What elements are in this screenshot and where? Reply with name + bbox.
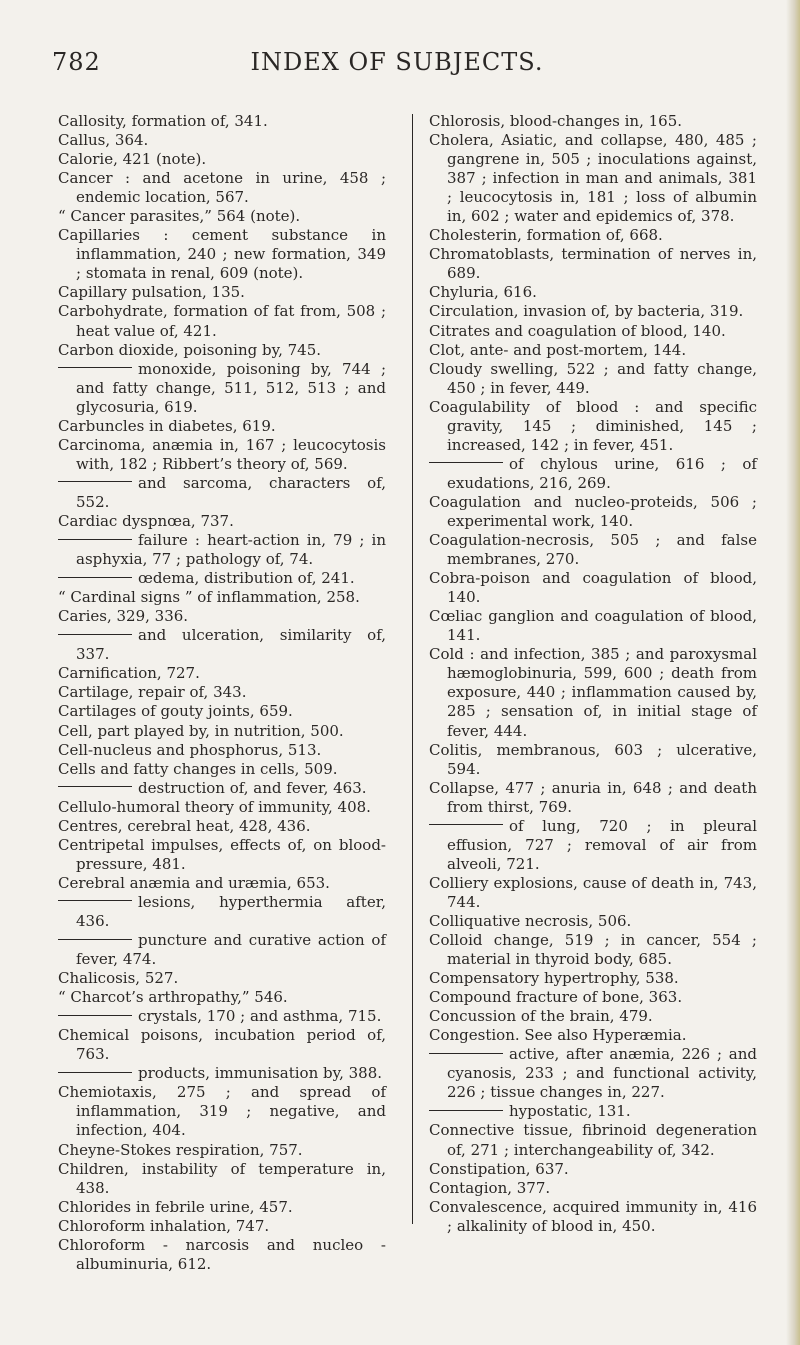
- index-entry: [429, 741, 757, 779]
- index-entry: [58, 798, 386, 817]
- index-entry-text: Chlorosis, blood-changes in, 165.: [429, 112, 683, 130]
- index-entry-text: Citrates and coagulation of blood, 140.: [429, 321, 726, 340]
- index-entry: [429, 302, 757, 321]
- repeat-dash: [58, 634, 132, 635]
- index-entry: [58, 1217, 386, 1236]
- index-entry: [58, 417, 386, 436]
- index-entry: [429, 131, 757, 226]
- index-entry: [58, 207, 386, 226]
- index-entry-text: Coagulability of blood : and specific gravity, 145 ; diminished, 145 ; increased, 142 ; in fever, 451.: [429, 397, 757, 454]
- index-entry: [58, 283, 386, 302]
- index-entry: [58, 1160, 386, 1198]
- index-entry-text: Colitis, membranous, 603 ; ulcerative, 594.: [429, 740, 757, 778]
- index-entry: [58, 226, 386, 283]
- index-entry-text: Children, instability of temperature in, 438.: [58, 1159, 386, 1197]
- index-entry: [429, 112, 757, 131]
- index-entry: [429, 245, 757, 283]
- index-entry-text: hypostatic, 131.: [509, 1102, 631, 1121]
- index-entry: [58, 1236, 386, 1274]
- index-entry: [58, 169, 386, 207]
- index-column-left: [58, 112, 386, 1274]
- index-entry-text: Cardiac dyspnœa, 737.: [58, 511, 234, 530]
- index-entry: [58, 150, 386, 169]
- index-entry-text: Coagulation-necrosis, 505 ; and false membranes, 270.: [429, 531, 757, 569]
- index-entry-text: Chloroform inhalation, 747.: [58, 1216, 270, 1235]
- index-entry: [429, 1102, 757, 1121]
- index-entry: [429, 969, 757, 988]
- repeat-dash: [58, 900, 132, 901]
- index-entry-text: Chromatoblasts, termination of nerves in, 689.: [429, 245, 757, 283]
- index-entry-text: Collapse, 477 ; anuria in, 648 ; and death from thirst, 769.: [429, 778, 757, 816]
- index-entry: [58, 1141, 386, 1160]
- index-entry: [429, 988, 757, 1007]
- index-entry-text: Cartilage, repair of, 343.: [58, 683, 247, 702]
- index-entry-text: destruction of, and fever, 463.: [138, 778, 367, 797]
- index-entry-text: Cloudy swelling, 522 ; and fatty change, 450 ; in fever, 449.: [429, 359, 757, 397]
- index-entry: [429, 645, 757, 740]
- index-entry-text: Centripetal impulses, effects of, on blood-pressure, 481.: [58, 835, 386, 873]
- index-entry-text: Chyluria, 616.: [429, 283, 537, 302]
- index-entry: [58, 436, 386, 474]
- index-entry: [58, 531, 386, 569]
- repeat-dash: [429, 1110, 503, 1111]
- index-entry-text: Callosity, formation of, 341.: [58, 112, 268, 130]
- index-entry-text: puncture and curative action of fever, 474.: [76, 931, 386, 969]
- index-entry-text: Carbuncles in diabetes, 619.: [58, 416, 276, 435]
- index-entry-text: Chalicosis, 527.: [58, 969, 179, 988]
- page-number: 782: [52, 48, 101, 76]
- index-entry: [58, 683, 386, 702]
- index-entry: [429, 360, 757, 398]
- index-entry-text: Compound fracture of bone, 363.: [429, 988, 683, 1007]
- index-entry: [429, 1198, 757, 1236]
- index-entry-text: “ Charcot’s arthropathy,” 546.: [58, 988, 288, 1007]
- index-entry: [58, 722, 386, 741]
- index-entry-text: “ Cardinal signs ” of inflammation, 258.: [58, 588, 360, 607]
- repeat-dash: [429, 462, 503, 463]
- index-entry-text: Carbohydrate, formation of fat from, 508 ; heat value of, 421.: [58, 302, 386, 340]
- index-entry-text: Callus, 364.: [58, 131, 149, 150]
- index-entry: [58, 112, 386, 131]
- repeat-dash: [58, 539, 132, 540]
- index-entry: [58, 1064, 386, 1083]
- index-entry: [58, 341, 386, 360]
- index-entry: [429, 1121, 757, 1159]
- index-entry: [58, 1198, 386, 1217]
- repeat-dash: [58, 577, 132, 578]
- repeat-dash: [58, 1015, 132, 1016]
- index-entry-text: Chlorides in febrile urine, 457.: [58, 1197, 293, 1216]
- index-column-right: [429, 112, 757, 1236]
- index-entry: [429, 1045, 757, 1102]
- index-entry: [429, 398, 757, 455]
- index-entry-text: Cœliac ganglion and coagulation of blood, 141.: [429, 607, 757, 645]
- index-entry-text: Congestion. See also Hyperæmia.: [429, 1026, 687, 1045]
- index-entry: [58, 131, 386, 150]
- index-entry: [429, 226, 757, 245]
- repeat-dash: [58, 939, 132, 940]
- index-entry: [58, 588, 386, 607]
- index-entry: [58, 931, 386, 969]
- index-entry: [429, 817, 757, 874]
- index-entry-text: Cells and fatty changes in cells, 509.: [58, 759, 338, 778]
- index-entry-text: Carnification, 727.: [58, 664, 200, 683]
- repeat-dash: [58, 1072, 132, 1073]
- index-entry-text: Contagion, 377.: [429, 1178, 551, 1197]
- index-entry: [429, 607, 757, 645]
- index-entry-text: Convalescence, acquired immunity in, 416 ; alkalinity of blood in, 450.: [429, 1197, 757, 1235]
- index-entry-text: Clot, ante- and post-mortem, 144.: [429, 340, 687, 359]
- index-entry: [58, 836, 386, 874]
- index-entry-text: Cholesterin, formation of, 668.: [429, 226, 663, 245]
- index-entry: [429, 493, 757, 531]
- index-entry-text: œdema, distribution of, 241.: [138, 569, 355, 588]
- index-entry: [58, 741, 386, 760]
- index-entry-text: active, after anæmia, 226 ; and cyanosis, 233 ; and functional activity, 226 ; tissue changes in, 227.: [447, 1045, 757, 1102]
- index-entry-text: Cerebral anæmia and uræmia, 653.: [58, 873, 330, 892]
- index-entry: [58, 817, 386, 836]
- index-entry: [429, 779, 757, 817]
- page-header: [52, 48, 742, 78]
- repeat-dash: [429, 824, 503, 825]
- index-entry-text: Cellulo-humoral theory of immunity, 408.: [58, 797, 371, 816]
- index-entry: [58, 702, 386, 721]
- index-entry: [58, 874, 386, 893]
- index-entry-text: Chemiotaxis, 275 ; and spread of inflammation, 319 ; negative, and infection, 404.: [58, 1083, 386, 1140]
- index-entry: [429, 1179, 757, 1198]
- index-entry: [58, 1026, 386, 1064]
- index-entry-text: Colloid change, 519 ; in cancer, 554 ; material in thyroid body, 685.: [429, 931, 757, 969]
- page-title: INDEX OF SUBJECTS.: [250, 48, 544, 76]
- index-entry: [58, 969, 386, 988]
- index-entry-text: Carcinoma, anæmia in, 167 ; leucocytosis with, 182 ; Ribbert’s theory of, 569.: [58, 435, 386, 473]
- index-entry: [58, 607, 386, 626]
- index-entry: [58, 760, 386, 779]
- index-entry: [58, 664, 386, 683]
- index-entry: [58, 360, 386, 417]
- index-entry-text: Compensatory hypertrophy, 538.: [429, 969, 679, 988]
- index-entry-text: Cancer : and acetone in urine, 458 ; endemic location, 567.: [58, 169, 386, 207]
- index-entry-text: Cell, part played by, in nutrition, 500.: [58, 721, 344, 740]
- index-entry-text: of chylous urine, 616 ; of exudations, 216, 269.: [447, 454, 757, 492]
- index-entry-text: Coagulation and nucleo-proteids, 506 ; experimental work, 140.: [429, 492, 757, 530]
- index-entry-text: Capillary pulsation, 135.: [58, 283, 245, 302]
- index-entry: [429, 1007, 757, 1026]
- index-entry-text: Cell-nucleus and phosphorus, 513.: [58, 740, 322, 759]
- column-divider: [412, 114, 413, 1224]
- index-entry: [429, 874, 757, 912]
- index-entry-text: Circulation, invasion of, by bacteria, 319.: [429, 302, 744, 321]
- index-entry: [429, 912, 757, 931]
- index-entry: [429, 931, 757, 969]
- index-entry-text: Chloroform - narcosis and nucleo - albuminuria, 612.: [58, 1235, 386, 1273]
- index-entry-text: Caries, 329, 336.: [58, 607, 189, 626]
- repeat-dash: [58, 786, 132, 787]
- index-entry-text: Cobra-poison and coagulation of blood, 140.: [429, 569, 757, 607]
- index-entry: [429, 455, 757, 493]
- index-entry: [429, 531, 757, 569]
- index-entry: [58, 1083, 386, 1140]
- index-entry: [58, 569, 386, 588]
- index-entry: [429, 283, 757, 302]
- index-entry-text: Carbon dioxide, poisoning by, 745.: [58, 340, 322, 359]
- index-entry: [429, 1026, 757, 1045]
- index-entry: [429, 341, 757, 360]
- index-entry-text: Cartilages of gouty joints, 659.: [58, 702, 293, 721]
- index-entry-text: Capillaries : cement substance in inflammation, 240 ; new formation, 349 ; stomata in renal, 609 (note).: [58, 226, 386, 283]
- index-entry: [429, 569, 757, 607]
- index-entry-text: Concussion of the brain, 479.: [429, 1007, 653, 1026]
- index-entry-text: Calorie, 421 (note).: [58, 150, 207, 169]
- index-entry: [429, 322, 757, 341]
- repeat-dash: [429, 1053, 503, 1054]
- index-entry-text: Colliquative necrosis, 506.: [429, 911, 632, 930]
- index-entry-text: lesions, hyperthermia after, 436.: [76, 892, 386, 930]
- index-entry: [429, 1160, 757, 1179]
- repeat-dash: [58, 481, 132, 482]
- index-entry-text: Colliery explosions, cause of death in, 743, 744.: [429, 873, 757, 911]
- index-entry: [58, 626, 386, 664]
- index-entry-text: Chemical poisons, incubation period of, 763.: [58, 1026, 386, 1064]
- index-entry-text: failure : heart-action in, 79 ; in asphyxia, 77 ; pathology of, 74.: [76, 531, 386, 569]
- index-entry-text: Connective tissue, fibrinoid degeneration of, 271 ; interchangeability of, 342.: [429, 1121, 757, 1159]
- index-entry: [58, 302, 386, 340]
- index-entry: [58, 474, 386, 512]
- index-entry: [58, 1007, 386, 1026]
- index-entry: [58, 779, 386, 798]
- index-entry: [58, 893, 386, 931]
- index-entry-text: and ulceration, similarity of, 337.: [76, 626, 386, 664]
- index-entry-text: products, immunisation by, 388.: [138, 1064, 383, 1083]
- index-entry: [58, 988, 386, 1007]
- index-entry-text: of lung, 720 ; in pleural effusion, 727 ; removal of air from alveoli, 721.: [447, 816, 757, 873]
- index-entry-text: Cheyne-Stokes respiration, 757.: [58, 1140, 303, 1159]
- index-entry: [58, 512, 386, 531]
- index-entry-text: Cholera, Asiatic, and collapse, 480, 485 ; gangrene in, 505 ; inoculations against, 387 ; infection in man and animals, 381 ; leucocytosis in, 181 ; loss of albumin in, 602 ; water and epidemics of, 378.: [429, 131, 757, 226]
- page-edge: [786, 0, 800, 1345]
- index-entry-text: Constipation, 637.: [429, 1159, 569, 1178]
- index-entry-text: and sarcoma, characters of, 552.: [76, 473, 386, 511]
- repeat-dash: [58, 367, 132, 368]
- index-entry-text: Centres, cerebral heat, 428, 436.: [58, 816, 311, 835]
- index-entry-text: “ Cancer parasites,” 564 (note).: [58, 207, 301, 226]
- index-entry-text: crystals, 170 ; and asthma, 715.: [138, 1007, 382, 1026]
- index-entry-text: monoxide, poisoning by, 744 ; and fatty change, 511, 512, 513 ; and glycosuria, 619.: [76, 359, 386, 416]
- index-entry-text: Cold : and infection, 385 ; and paroxysmal hæmoglobinuria, 599, 600 ; death from exposure, 440 ; inflammation caused by, 285 ; sensation of, in initial stage of fever, 444.: [429, 645, 757, 740]
